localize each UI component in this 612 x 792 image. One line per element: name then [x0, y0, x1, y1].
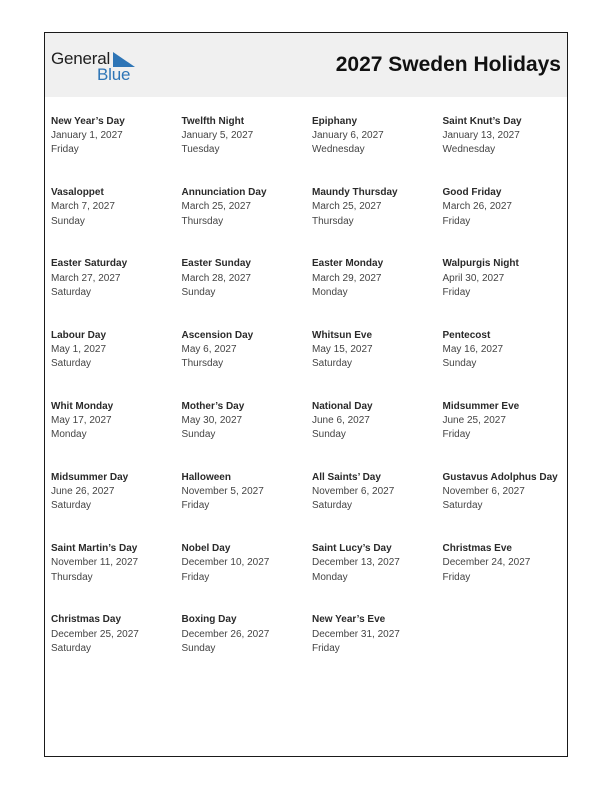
holiday-day: Thursday: [51, 571, 93, 583]
holiday-day: Thursday: [312, 215, 354, 227]
holiday-name: National Day: [312, 400, 373, 412]
holiday-entry: [443, 257, 571, 300]
holiday-entry: [443, 400, 571, 443]
holiday-day: Sunday: [181, 429, 216, 441]
holiday-day: Saturday: [51, 358, 92, 369]
holiday-date: January 1, 2027: [51, 130, 123, 142]
holiday-name: Christmas Eve: [442, 543, 512, 555]
holiday-date: May 30, 2027: [181, 415, 243, 426]
holiday-entry: [443, 186, 571, 229]
holiday-entry: [443, 329, 571, 372]
holiday-entry: [51, 329, 179, 372]
holiday-entry: [182, 471, 310, 514]
holiday-name: Halloween: [181, 472, 231, 483]
holiday-day: Friday: [442, 286, 471, 298]
holiday-date: December 31, 2027: [312, 628, 400, 640]
holiday-day: Saturday: [442, 500, 483, 512]
holiday-day: Wednesday: [312, 144, 365, 156]
holiday-date: March 25, 2027: [312, 201, 382, 213]
holiday-day: Wednesday: [442, 144, 496, 156]
holiday-day: Sunday: [312, 429, 346, 441]
holiday-day: Saturday: [312, 500, 353, 512]
page-title: 2027 Sweden Holidays: [335, 53, 561, 76]
holiday-entry: [51, 542, 179, 585]
holiday-entry: [312, 471, 440, 514]
holiday-day: Friday: [442, 429, 471, 441]
holiday-name: Annunciation Day: [181, 187, 267, 199]
holiday-day: Saturday: [51, 642, 92, 654]
holiday-name: Easter Saturday: [51, 258, 128, 270]
holiday-name: New Year’s Day: [51, 116, 125, 127]
page-header: [45, 33, 567, 97]
holiday-name: Ascension Day: [181, 329, 254, 341]
holiday-date: January 5, 2027: [181, 130, 254, 142]
holiday-entry: [312, 186, 440, 229]
holiday-entry: [182, 115, 310, 158]
holiday-name: Whitsun Eve: [312, 329, 373, 341]
holiday-entry: [182, 542, 310, 585]
holiday-date: December 24, 2027: [442, 557, 531, 569]
holiday-name: Midsummer Eve: [442, 400, 520, 412]
holiday-date: June 6, 2027: [312, 415, 370, 426]
holiday-day: Friday: [312, 642, 340, 654]
holiday-day: Monday: [51, 429, 87, 441]
holiday-date: March 27, 2027: [51, 272, 121, 284]
holiday-name: Maundy Thursday: [312, 187, 398, 199]
holiday-date: June 25, 2027: [442, 415, 506, 426]
holiday-name: Saint Martin’s Day: [51, 543, 138, 555]
holiday-entry: [443, 115, 571, 158]
holiday-name: Christmas Day: [51, 614, 122, 626]
holiday-day: Saturday: [51, 286, 92, 298]
holiday-entry: [51, 400, 179, 443]
holiday-day: Sunday: [442, 358, 477, 369]
holiday-date: March 28, 2027: [181, 272, 251, 284]
holiday-entry: [312, 115, 440, 158]
holiday-date: January 6, 2027: [312, 130, 384, 142]
holiday-date: December 25, 2027: [51, 628, 139, 640]
holiday-entry: [443, 471, 571, 514]
holiday-name: Walpurgis Night: [442, 258, 519, 270]
holiday-name: Mother’s Day: [181, 400, 245, 412]
holiday-date: May 17, 2027: [51, 415, 112, 426]
holiday-date: May 1, 2027: [51, 343, 107, 355]
holiday-entry: [182, 400, 310, 443]
holiday-name: Labour Day: [51, 329, 107, 341]
holiday-day: Friday: [51, 144, 79, 156]
holiday-day: Friday: [442, 571, 471, 583]
logo-text-blue: Blue: [97, 65, 131, 84]
holiday-name: Pentecost: [442, 329, 491, 341]
holiday-entry: [443, 542, 571, 585]
holiday-day: Thursday: [181, 358, 224, 369]
holiday-entry: [182, 613, 310, 656]
holiday-name: All Saints’ Day: [312, 472, 381, 483]
holiday-name: Nobel Day: [181, 543, 231, 555]
holiday-name: Boxing Day: [181, 614, 237, 626]
holiday-date: December 13, 2027: [312, 557, 400, 569]
holiday-name: Vasaloppet: [51, 187, 104, 199]
holiday-name: Twelfth Night: [181, 116, 245, 127]
holiday-entry: [51, 186, 179, 229]
holiday-date: November 11, 2027: [51, 557, 139, 569]
holiday-date: November 5, 2027: [181, 486, 264, 498]
holiday-day: Saturday: [312, 358, 353, 369]
holiday-name: Saint Lucy’s Day: [312, 543, 392, 555]
holiday-entry: [182, 257, 310, 300]
holiday-name: New Year’s Eve: [312, 614, 386, 626]
holiday-entry: [51, 613, 179, 656]
holiday-date: May 6, 2027: [181, 343, 237, 355]
holiday-name: Good Friday: [442, 187, 502, 199]
holiday-name: Saint Knut’s Day: [442, 116, 522, 127]
holiday-date: March 7, 2027: [51, 201, 115, 213]
holiday-entry: [312, 400, 440, 443]
holiday-entry: [312, 542, 440, 585]
holiday-date: March 25, 2027: [181, 201, 251, 213]
holiday-entry: [51, 115, 179, 158]
holiday-date: November 6, 2027: [312, 486, 395, 498]
holiday-date: November 6, 2027: [442, 486, 525, 498]
holiday-date: March 26, 2027: [442, 201, 512, 213]
holiday-entry: [312, 329, 440, 372]
logo-text-general: General: [51, 49, 111, 68]
calendar-page: [44, 32, 568, 757]
holiday-day: Monday: [312, 286, 348, 298]
holiday-day: Saturday: [51, 500, 92, 512]
holiday-entry: [51, 471, 179, 514]
holiday-entry: [51, 257, 179, 300]
holiday-name: Gustavus Adolphus Day: [442, 472, 558, 483]
holiday-name: Easter Sunday: [181, 258, 251, 270]
holiday-name: Midsummer Day: [51, 472, 129, 483]
holiday-day: Friday: [181, 500, 210, 512]
holiday-date: December 10, 2027: [181, 557, 270, 569]
logo: [51, 49, 143, 85]
holiday-day: Friday: [181, 571, 210, 583]
holiday-day: Thursday: [181, 215, 224, 227]
holiday-date: January 13, 2027: [442, 130, 520, 142]
holiday-entry: [312, 257, 440, 300]
holiday-date: December 26, 2027: [181, 628, 270, 640]
holiday-day: Tuesday: [181, 144, 220, 156]
holiday-entry: [312, 613, 440, 656]
holiday-day: Monday: [312, 571, 348, 583]
holiday-name: Whit Monday: [51, 400, 114, 412]
holiday-day: Friday: [442, 215, 471, 227]
holiday-name: Epiphany: [312, 116, 358, 127]
holiday-date: May 16, 2027: [442, 343, 504, 355]
holiday-day: Sunday: [181, 286, 216, 298]
holiday-day: Sunday: [181, 642, 216, 654]
holiday-day: Sunday: [51, 215, 85, 227]
holiday-entry: [182, 329, 310, 372]
holiday-date: June 26, 2027: [51, 486, 115, 498]
holiday-entry: [182, 186, 310, 229]
holiday-date: May 15, 2027: [312, 343, 373, 355]
holiday-name: Easter Monday: [312, 258, 384, 270]
holiday-date: March 29, 2027: [312, 272, 382, 284]
holiday-date: April 30, 2027: [442, 272, 505, 284]
